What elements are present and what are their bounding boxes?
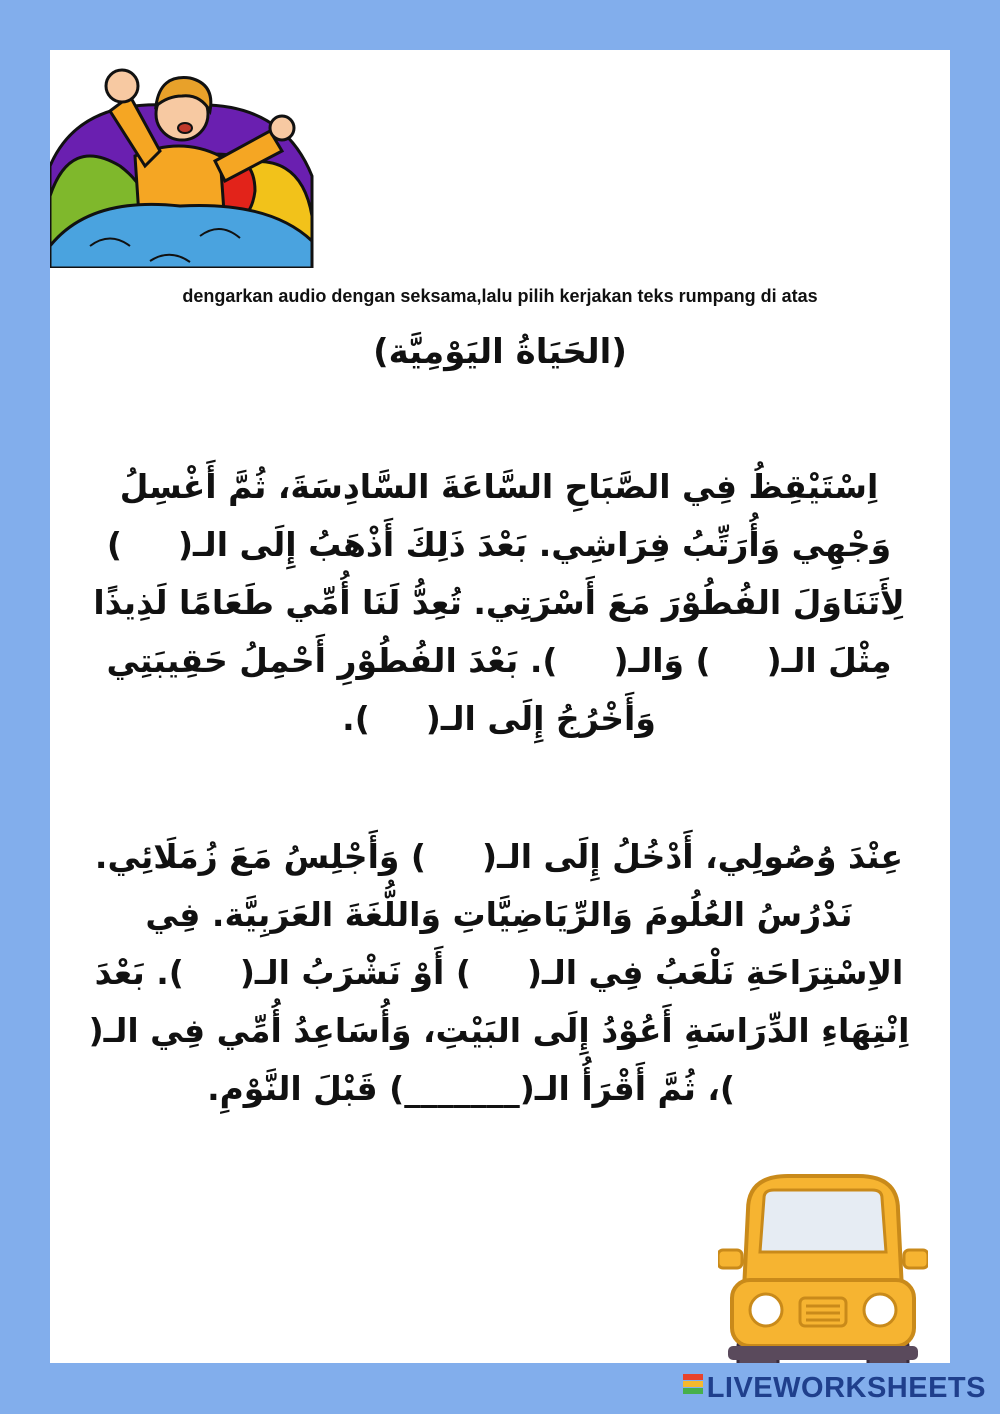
boy-waking-illustration (50, 56, 318, 268)
paragraph-1-text: ). بَعْدَ الفُطُوْرِ أَحْمِلُ حَقِيبَتِي وَأَخْرُجُ إِلَى الـ( (106, 641, 656, 738)
worksheet (50, 50, 950, 1363)
paragraph-1-text: ) وَالـ( (613, 641, 711, 680)
paragraph-2-text: عِنْدَ وُصُولِي، أَدْخُلُ إِلَى الـ( (481, 837, 904, 876)
brand-badge-icon (683, 1374, 703, 1400)
instruction-text: dengarkan audio dengan seksama,lalu pilih kerjakan teks rumpang di atas (182, 286, 818, 306)
paragraph-1-text: اِسْتَيْقِظُ فِي الصَّبَاحِ السَّاعَةَ السَّادِسَةَ، ثُمَّ أَغْسِلُ وَجْهِي وَأُرَتِّبُ فِرَاشِي. بَعْدَ ذَلِكَ أَذْهَبُ إِلَى الـ( (119, 467, 892, 564)
liveworksheets-logo[interactable] (683, 1372, 986, 1405)
paragraph-1-text: ) لِأَتَنَاوَلَ الفُطُوْرَ مَعَ أَسْرَتِي. تُعِدُّ لَنَا أُمِّي طَعَامًا لَذِيذًا مِثْلَ الـ( (93, 525, 905, 680)
school-bus-illustration (718, 1170, 928, 1363)
badge-stripe (683, 1388, 703, 1394)
page-title: (الحَيَاةُ اليَوْمِيَّة) (373, 332, 627, 372)
paragraph-1 (74, 458, 924, 748)
badge-stripe (683, 1374, 703, 1380)
brand-label: LIVEWORKSHEETS (706, 1372, 986, 1404)
paragraph-2-text: )، ثُمَّ أَقْرَأُ (581, 1069, 735, 1108)
paragraph-1-text: ). (342, 699, 370, 738)
paragraph-2-text: ) وَأَجْلِسُ مَعَ زُمَلَائِي. نَدْرُسُ العُلُومَ وَالرِّيَاضِيَّاتِ وَاللُّغَةَ العَرَبِيَّة. فِي الاِسْتِرَاحَةِ نَلْعَبُ فِي الـ( (94, 837, 904, 992)
badge-stripe (683, 1381, 703, 1387)
paragraph-2-text: ) أَوْ نَشْرَبُ الـ( (239, 953, 471, 992)
paragraph-2-text: ). بَعْدَ اِنْتِهَاءِ الدِّرَاسَةِ أَعُوْدُ إِلَى البَيْتِ، وَأُسَاعِدُ أُمِّي فِي الـ( (88, 953, 910, 1050)
paragraph-2-text: الـ(_______) قَبْلَ النَّوْمِ. (207, 1069, 570, 1108)
paragraph-2 (74, 828, 924, 1118)
